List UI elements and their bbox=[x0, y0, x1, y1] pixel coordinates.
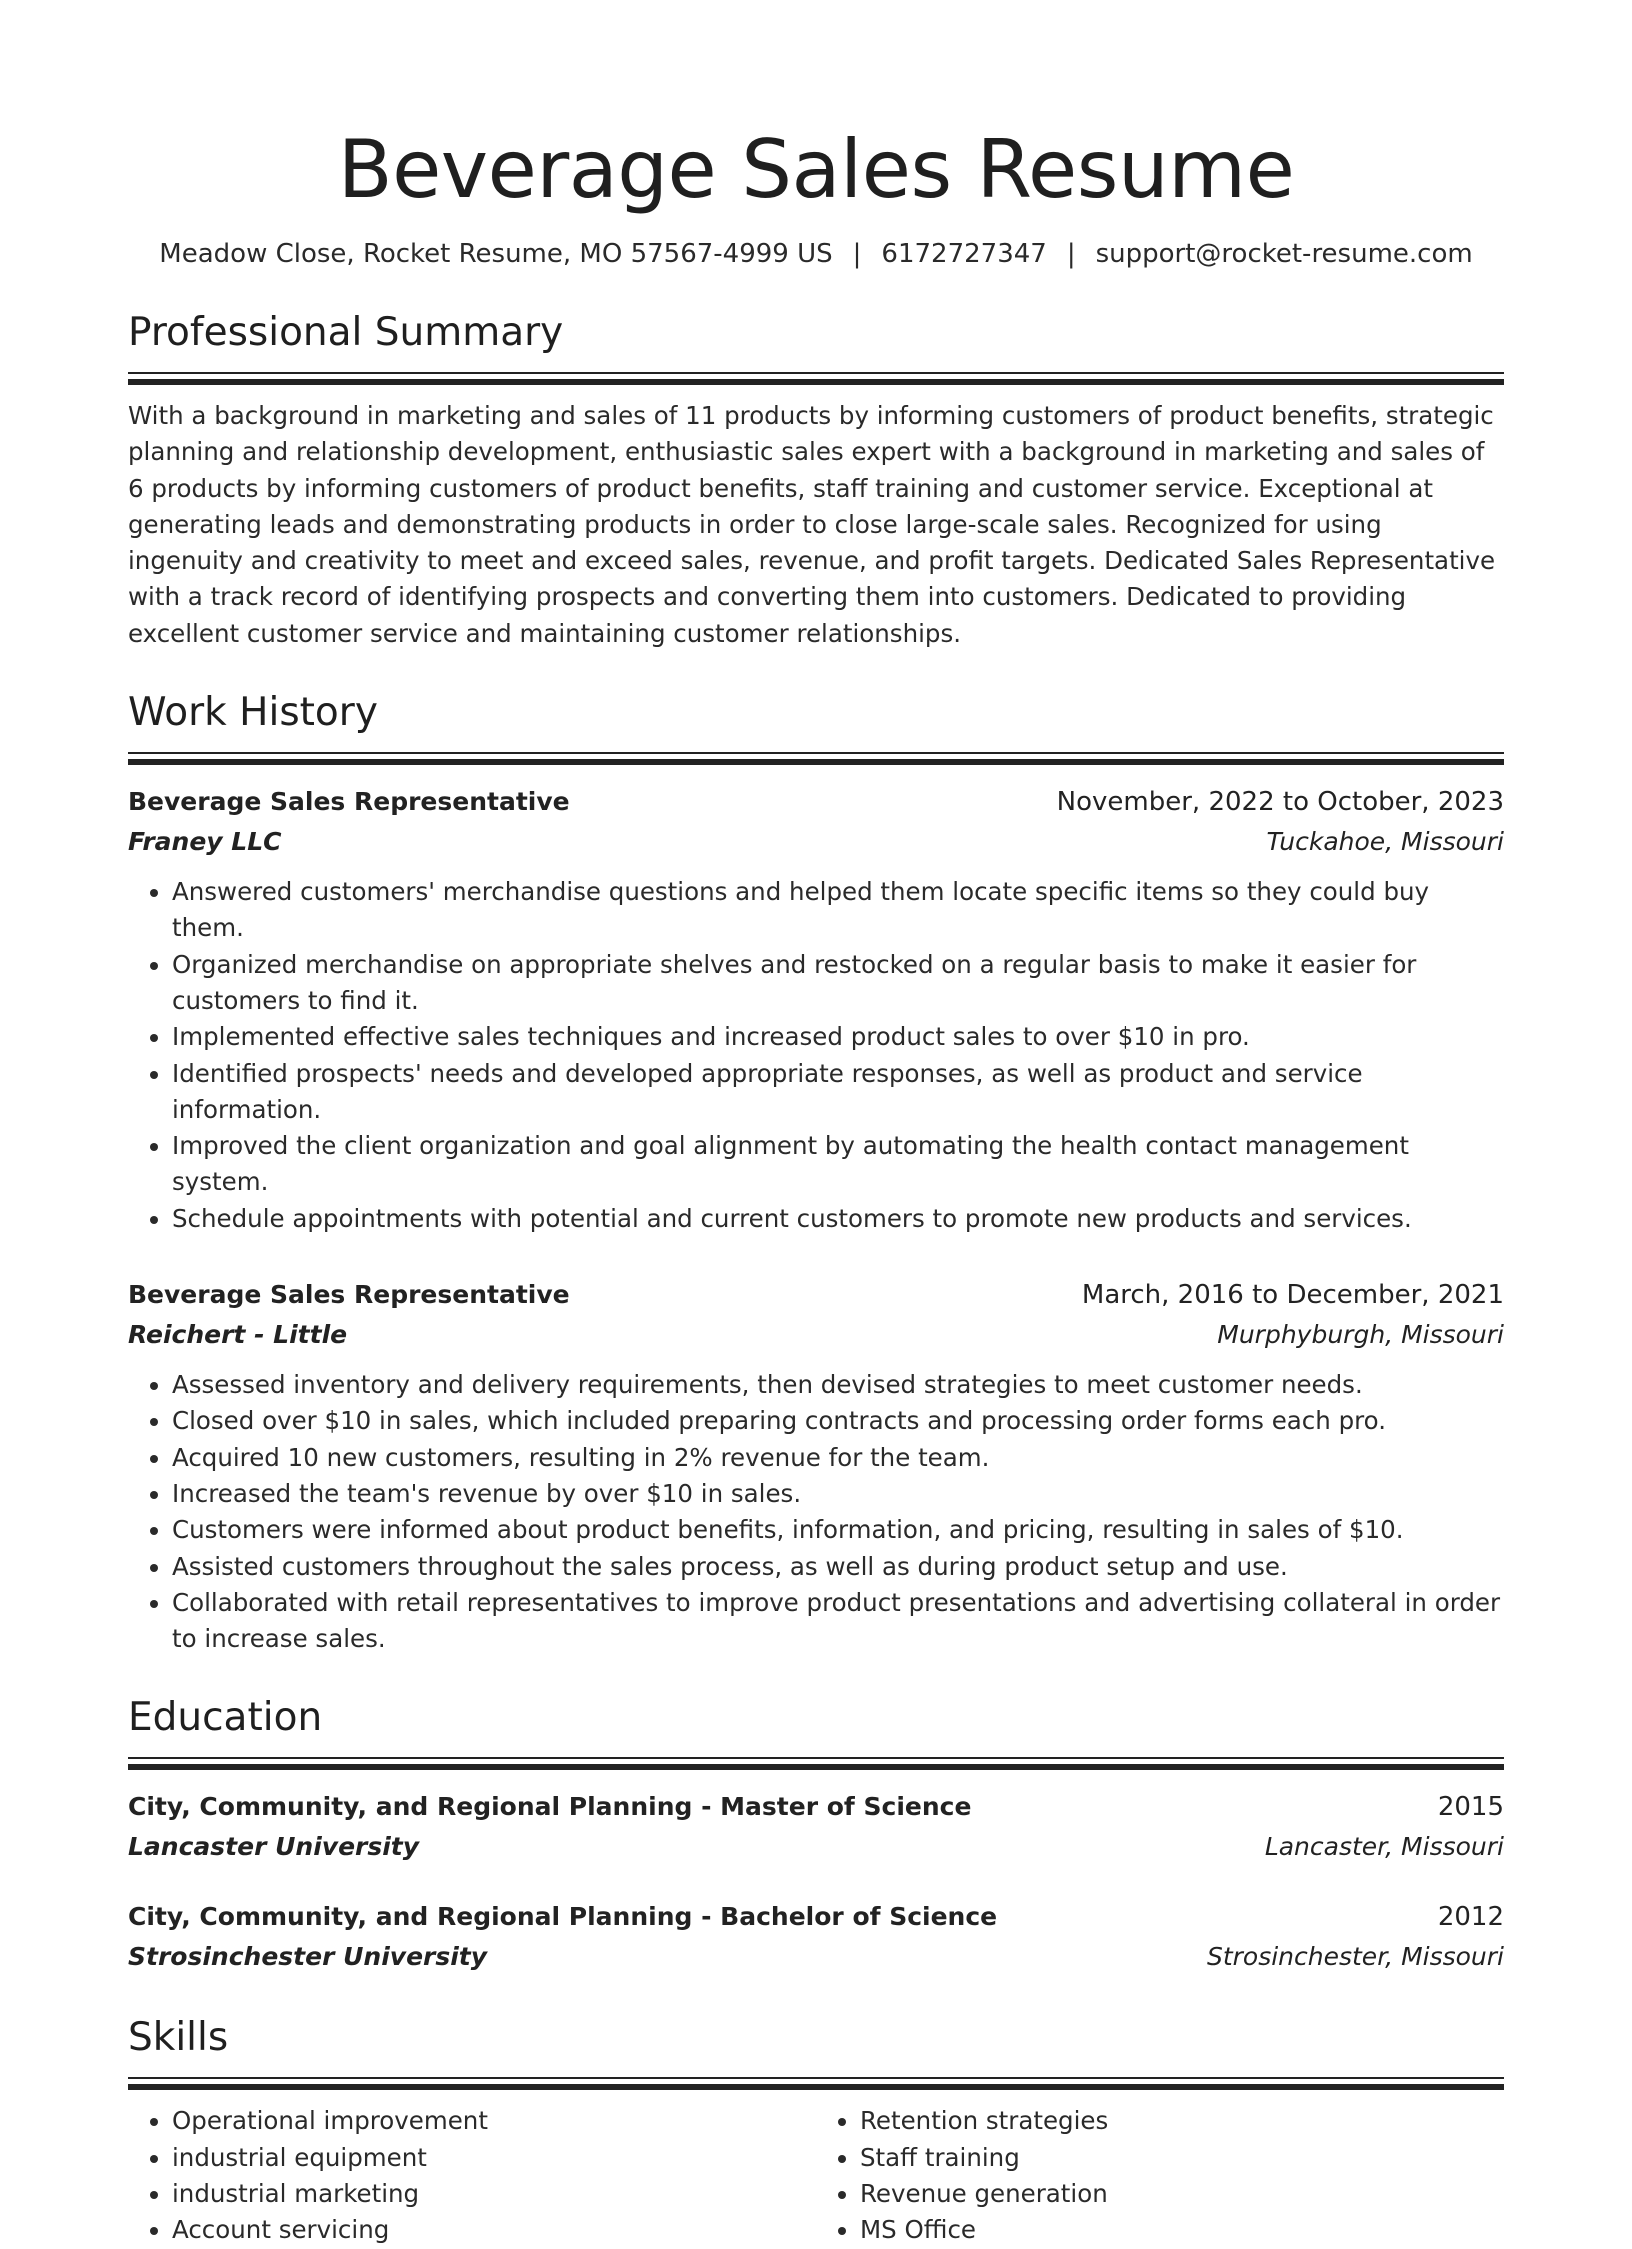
list-item: • Implemented effective sales techniques and increased product sales to over $10 in pro. bbox=[172, 1019, 1504, 1055]
skills-column-left bbox=[128, 2103, 816, 2248]
graduation-year: 2015 bbox=[1437, 1792, 1504, 1823]
list-item: • Closed over $10 in sales, which included preparing contracts and processing order forms each pro. bbox=[172, 1403, 1504, 1439]
separator: | bbox=[1066, 239, 1076, 269]
section-divider bbox=[128, 372, 1504, 384]
section-divider bbox=[128, 752, 1504, 764]
education-entry bbox=[128, 1897, 1504, 1977]
list-item: • Operational improvement bbox=[172, 2103, 816, 2139]
job-dates: March, 2016 to December, 2021 bbox=[1081, 1280, 1504, 1311]
school-name: Strosinchester University bbox=[128, 1942, 488, 1972]
graduation-year: 2012 bbox=[1437, 1902, 1504, 1933]
school-name: Lancaster University bbox=[128, 1832, 420, 1862]
section-divider bbox=[128, 1757, 1504, 1769]
list-item: • Improved the client organization and goal alignment by automating the health contact management system. bbox=[172, 1128, 1504, 1201]
school-location: Strosinchester, Missouri bbox=[1206, 1942, 1504, 1972]
list-item: • Collaborated with retail representatives to improve product presentations and advertising collateral in order to increase sales. bbox=[172, 1585, 1504, 1658]
address-text: Meadow Close, Rocket Resume, MO 57567-4999 US bbox=[159, 239, 833, 269]
degree-title: City, Community, and Regional Planning - Bachelor of Science bbox=[128, 1902, 998, 1932]
list-item: • Identified prospects' needs and developed appropriate responses, as well as product and service information. bbox=[172, 1056, 1504, 1129]
school-location: Lancaster, Missouri bbox=[1264, 1832, 1504, 1862]
list-item: • Assisted customers throughout the sales process, as well as during product setup and use. bbox=[172, 1549, 1504, 1585]
company-name: Franey LLC bbox=[128, 827, 282, 857]
job-bullets bbox=[128, 874, 1504, 1237]
list-item: • Schedule appointments with potential and current customers to promote new products and services. bbox=[172, 1201, 1504, 1237]
phone-text: 6172727347 bbox=[881, 239, 1047, 269]
list-item: • Answered customers' merchandise questions and helped them locate specific items so they could buy them. bbox=[172, 874, 1504, 947]
company-name: Reichert - Little bbox=[128, 1320, 348, 1350]
skills-list bbox=[128, 2103, 1504, 2248]
section-divider bbox=[128, 2077, 1504, 2089]
list-item: • industrial marketing bbox=[172, 2176, 816, 2212]
list-item: • Account servicing bbox=[172, 2212, 816, 2248]
list-item: • Staff training bbox=[860, 2140, 1504, 2176]
list-item: • Organized merchandise on appropriate shelves and restocked on a regular basis to make it easier for customers to find it. bbox=[172, 947, 1504, 1020]
job-title: Beverage Sales Representative bbox=[128, 787, 570, 817]
list-item: • industrial equipment bbox=[172, 2140, 816, 2176]
section-heading-summary: Professional Summary bbox=[128, 310, 564, 355]
list-item: • MS Office bbox=[860, 2212, 1504, 2248]
list-item: • Increased the team's revenue by over $10 in sales. bbox=[172, 1476, 1504, 1512]
email-text: support@rocket-resume.com bbox=[1095, 239, 1473, 269]
education-entry bbox=[128, 1787, 1504, 1867]
job-location: Tuckahoe, Missouri bbox=[1266, 827, 1504, 857]
page-title: Beverage Sales Resume bbox=[337, 123, 1295, 216]
job-dates: November, 2022 to October, 2023 bbox=[1056, 787, 1504, 818]
section-heading-education: Education bbox=[128, 1695, 323, 1741]
skills-column-right bbox=[816, 2103, 1504, 2248]
list-item: • Acquired 10 new customers, resulting in 2% revenue for the team. bbox=[172, 1440, 1504, 1476]
section-heading-work: Work History bbox=[128, 690, 378, 736]
list-item: • Retention strategies bbox=[860, 2103, 1504, 2139]
section-heading-skills: Skills bbox=[128, 2015, 229, 2061]
list-item: • Revenue generation bbox=[860, 2176, 1504, 2212]
job-location: Murphyburgh, Missouri bbox=[1217, 1320, 1504, 1350]
degree-title: City, Community, and Regional Planning - Master of Science bbox=[128, 1792, 972, 1822]
job-title: Beverage Sales Representative bbox=[128, 1280, 570, 1310]
list-item: • Customers were informed about product benefits, information, and pricing, resulting in sales of $10. bbox=[172, 1512, 1504, 1548]
contact-line bbox=[128, 236, 1504, 272]
job-bullets bbox=[128, 1367, 1504, 1657]
summary-text: With a background in marketing and sales of 11 products by informing customers of product benefits, strategic planning and relationship development, enthusiastic sales expert with a background in marketing and sales of 6 products by informing customers of product benefits, staff training and customer service. Exceptional at generating leads and demonstrating products in order to close large-scale sales. Recognized for using ingenuity and creativity to meet and exceed sales, revenue, and profit targets. Dedicated Sales Representative with a track record of identifying prospects and converting them into customers. Dedicated to providing excellent customer service and maintaining customer relationships. bbox=[128, 401, 1496, 648]
job-entry bbox=[128, 782, 1504, 1237]
job-entry bbox=[128, 1275, 1504, 1657]
list-item: • Assessed inventory and delivery requirements, then devised strategies to meet customer needs. bbox=[172, 1367, 1504, 1403]
separator: | bbox=[852, 239, 862, 269]
